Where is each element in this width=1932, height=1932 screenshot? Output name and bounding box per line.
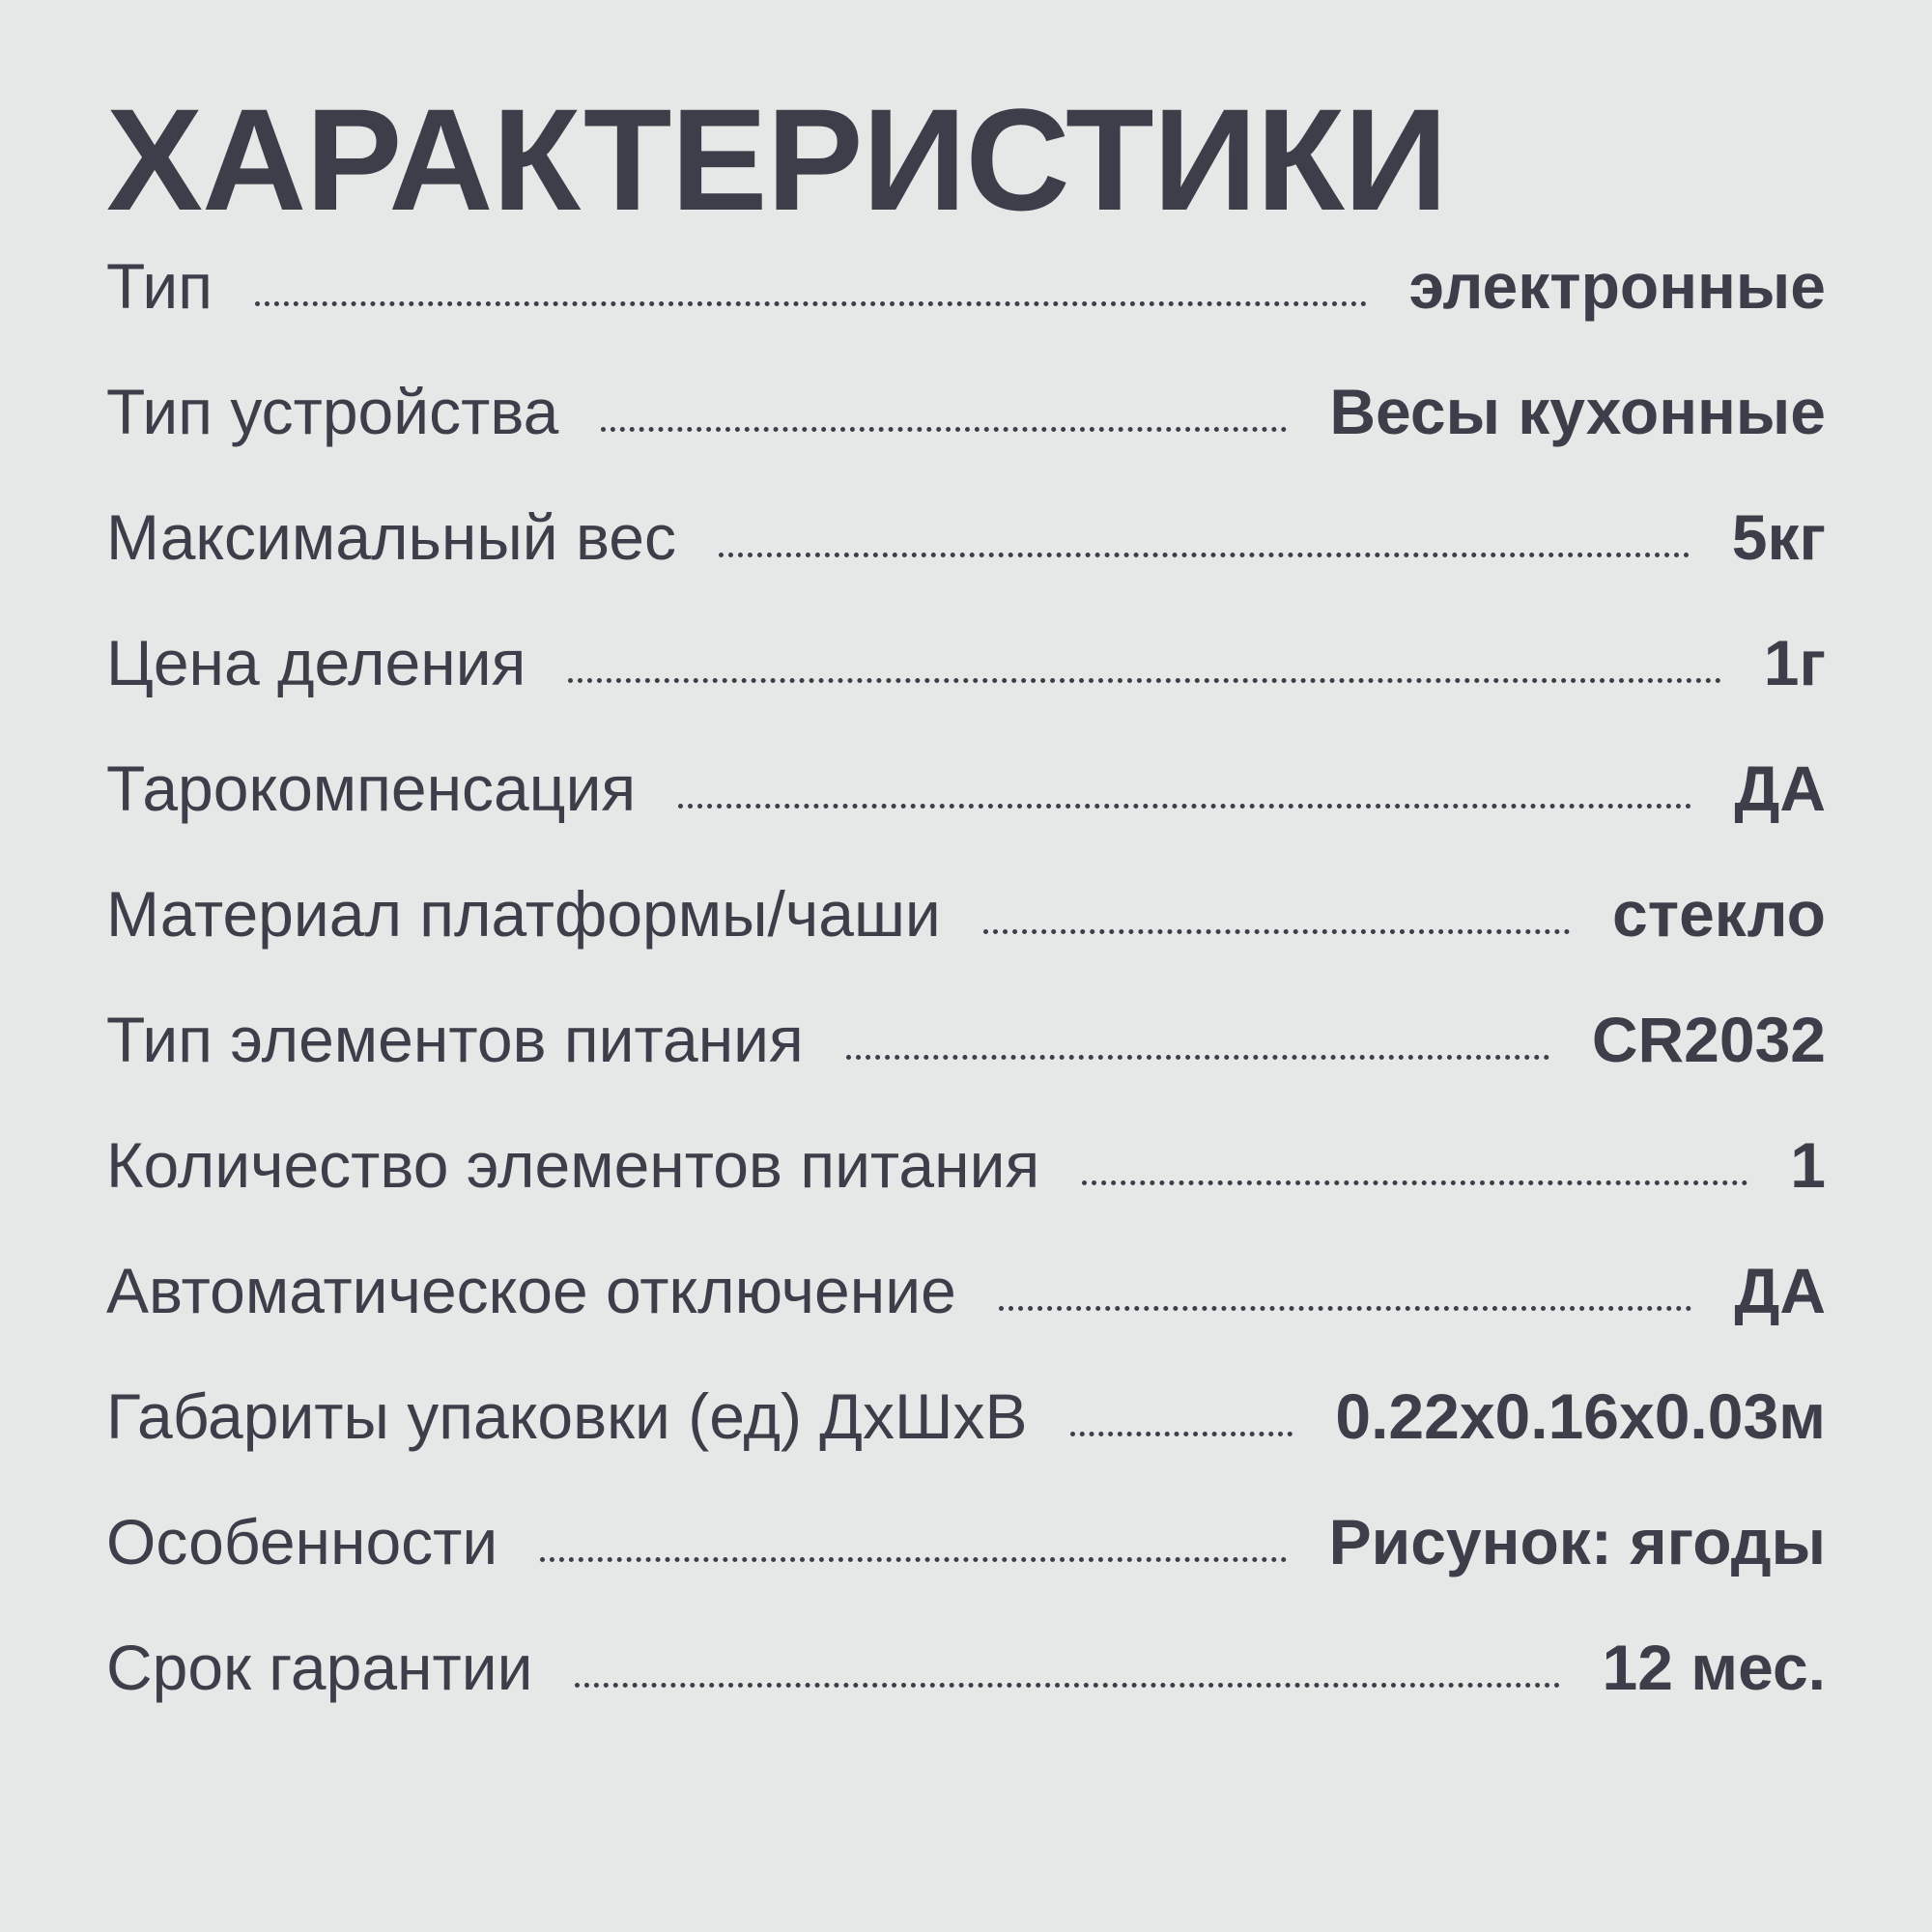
spec-value: 1г [1763,627,1826,698]
spec-row-max-weight [106,500,1826,626]
spec-list [106,249,1826,1756]
spec-row-package-dimensions [106,1379,1826,1505]
dotted-leader [575,1683,1559,1688]
spec-value: электронные [1408,250,1826,322]
spec-row-division [106,626,1826,752]
spec-label: Автоматическое отключение [106,1255,956,1326]
spec-value: 0.22x0.16x0.03м [1335,1380,1826,1452]
spec-label: Материал платформы/чаши [106,878,941,950]
page-title: ХАРАКТЕРИСТИКИ [106,78,1447,241]
spec-row-auto-off [106,1254,1826,1379]
spec-row-battery-count [106,1128,1826,1254]
spec-value: CR2032 [1591,1004,1826,1075]
dotted-leader [568,678,1720,683]
spec-row-device-type [106,375,1826,500]
spec-label: Количество элементов питания [106,1129,1040,1201]
spec-label: Тарокомпенсация [106,753,637,824]
dotted-leader [719,553,1690,557]
spec-label: Особенности [106,1506,498,1577]
spec-value: 12 мес. [1602,1632,1826,1703]
spec-row-features [106,1505,1826,1631]
spec-label: Тип элементов питания [106,1004,804,1075]
spec-row-type [106,249,1826,375]
spec-row-warranty [106,1631,1826,1756]
spec-value: 1 [1790,1129,1826,1201]
dotted-leader [255,301,1367,306]
dotted-leader [1070,1432,1293,1436]
spec-label: Цена деления [106,627,526,698]
dotted-leader [846,1055,1549,1060]
spec-value: Рисунок: ягоды [1328,1506,1826,1577]
spec-label: Максимальный вес [106,501,677,573]
spec-label: Тип [106,250,213,322]
spec-sheet [106,0,1826,1932]
spec-value: Весы кухонные [1329,376,1826,447]
dotted-leader [601,427,1287,432]
spec-label: Габариты упаковки (ед) ДxШxВ [106,1380,1028,1452]
dotted-leader [999,1306,1692,1311]
spec-label: Тип устройства [106,376,559,447]
spec-value: 5кг [1731,501,1826,573]
spec-value: ДА [1734,753,1826,824]
dotted-leader [1082,1180,1747,1185]
spec-row-platform-material [106,877,1826,1003]
dotted-leader [983,929,1570,934]
spec-row-tare [106,752,1826,877]
spec-row-battery-type [106,1003,1826,1128]
spec-value: стекло [1612,878,1826,950]
spec-label: Срок гарантии [106,1632,533,1703]
dotted-leader [678,804,1691,809]
dotted-leader [540,1557,1286,1562]
spec-value: ДА [1734,1255,1826,1326]
